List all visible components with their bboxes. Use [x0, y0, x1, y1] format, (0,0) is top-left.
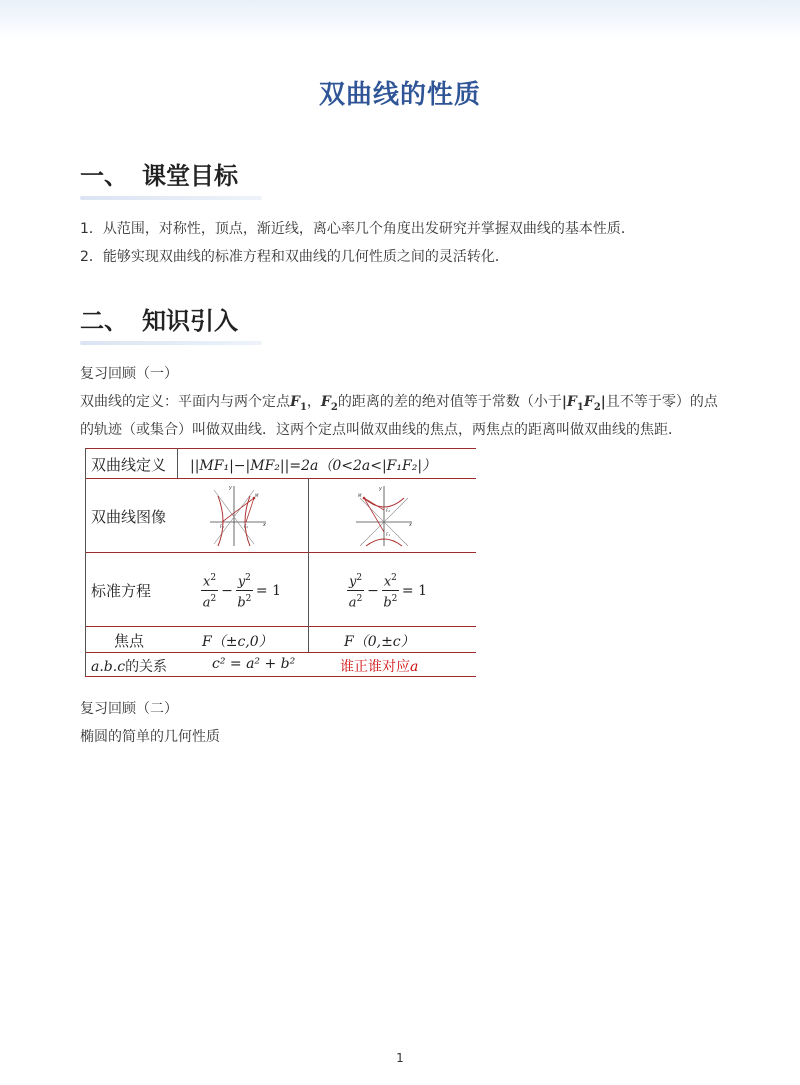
relation-formula: c² = a² + b²	[212, 656, 296, 672]
definition-comma: ，	[306, 394, 321, 410]
graph-1-f2-label: F₂	[244, 524, 248, 529]
page-top-band	[0, 0, 800, 40]
table-rule-bottom	[85, 676, 476, 677]
objective-2: 2．能够实现双曲线的标准方程和双曲线的几何性质之间的灵活转化．	[80, 249, 509, 265]
focus-vertical: F（0,±c）	[344, 634, 415, 650]
definition-part-1: 双曲线的定义：平面内与两个定点	[80, 394, 290, 410]
eq1-rhs: = 1	[255, 582, 281, 599]
section-1-title: 课堂目标	[142, 162, 238, 190]
hyperbola-definition-line-1	[80, 391, 718, 413]
table-rule-4	[85, 652, 476, 653]
section-2-underline	[80, 341, 262, 345]
page-number: 1	[396, 1051, 404, 1065]
graph-2-f1-label: F₁	[386, 532, 390, 537]
objective-1: 1．从范围，对称性，顶点，渐近线，离心率几个角度出发研究并掌握双曲线的基本性质．	[80, 221, 635, 237]
review-2-label: 复习回顾（二）	[80, 701, 178, 717]
relation-note	[340, 656, 418, 676]
section-2-heading	[80, 301, 238, 336]
graph-2-y-label: y	[379, 486, 382, 492]
row-definition-formula: ||MF₁|−|MF₂||=2a（0<2a<|F₁F₂|）	[190, 458, 437, 474]
graph-2-x-label: x	[409, 522, 412, 528]
relation-label-text: 的关系	[125, 659, 168, 675]
table-col-left	[85, 448, 86, 676]
equation-horizontal	[198, 570, 281, 612]
definition-part-2: 的距离的差的绝对值等于常数（小于	[337, 394, 562, 410]
graph-2-f2-label: F₂	[386, 508, 390, 513]
eq1-frac-1: $\frac{x^2}{a^2}$	[201, 570, 218, 612]
relation-note-var: a	[410, 659, 419, 675]
graph-1-y-label: y	[229, 485, 232, 491]
row-relation-label	[91, 656, 167, 676]
row-definition-label: 双曲线定义	[91, 456, 167, 474]
table-rule-3	[85, 626, 476, 627]
table-rule-1	[85, 478, 476, 479]
vertical-hyperbola-graph	[352, 484, 416, 548]
eq1-minus: −	[221, 582, 233, 599]
graph-1-f1-label: F₁	[220, 524, 224, 529]
table-col-sep-def	[177, 448, 178, 478]
row-graph-label: 双曲线图像	[91, 508, 167, 526]
row-equation-label: 标准方程	[91, 582, 152, 600]
document-title: 双曲线的性质	[318, 80, 481, 110]
section-2-number: 二、	[80, 307, 128, 335]
eq2-frac-2: $\frac{x^2}{b^2}$	[382, 570, 399, 612]
focal-distance-symbol: $|F_1F_2|$	[561, 394, 606, 413]
section-1-number: 一、	[80, 162, 128, 190]
equation-vertical	[344, 570, 427, 612]
graph-1-m-label: M	[255, 493, 259, 498]
relation-note-text: 谁正谁对应	[340, 659, 410, 675]
definition-part-3: 且不等于零）的点	[605, 394, 718, 410]
relation-label-vars: a.b.c	[91, 659, 126, 675]
table-rule-2	[85, 552, 476, 553]
eq2-rhs: = 1	[401, 582, 427, 599]
eq2-frac-1: $\frac{y^2}{a^2}$	[347, 570, 364, 612]
focus-f1-symbol: $F_1$	[290, 394, 307, 413]
graph-2-m-label: M	[358, 493, 362, 498]
table-rule-top	[85, 448, 476, 449]
eq1-frac-2: $\frac{y^2}{b^2}$	[236, 570, 253, 612]
table-col-mid	[308, 478, 309, 652]
focus-f2-symbol: $F_2$	[320, 394, 338, 413]
section-2-title: 知识引入	[142, 307, 238, 335]
eq2-minus: −	[367, 582, 379, 599]
review-1-label: 复习回顾（一）	[80, 366, 178, 382]
graph-1-x-label: x	[263, 522, 266, 528]
focus-horizontal: F（±c,0）	[202, 634, 273, 650]
hyperbola-definition-line-2: 的轨迹（或集合）叫做双曲线．这两个定点叫做双曲线的焦点，两焦点的距离叫做双曲线的焦距．	[80, 422, 682, 438]
row-focus-label: 焦点	[114, 632, 145, 650]
section-1-underline	[80, 196, 262, 200]
section-1-heading	[80, 156, 238, 191]
review-2-text: 椭圆的简单的几何性质	[80, 729, 220, 745]
horizontal-hyperbola-graph	[208, 482, 272, 548]
